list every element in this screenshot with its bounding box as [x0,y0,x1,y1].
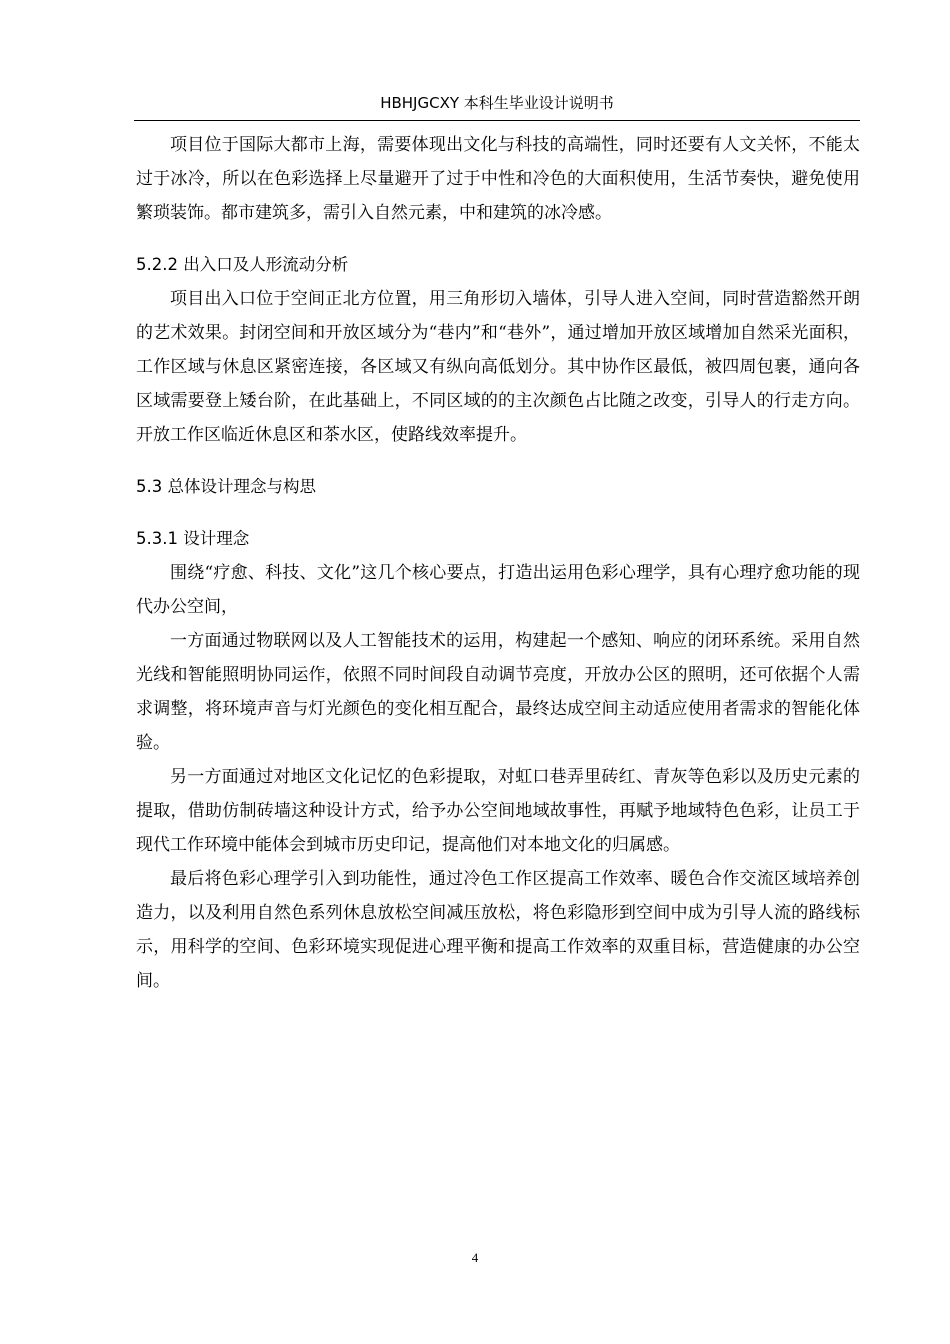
page-number: 4 [471,1250,479,1265]
header-title: HBHJGCXY 本科生毕业设计说明书 [380,94,614,112]
paragraph-intro: 项目位于国际大都市上海，需要体现出文化与科技的高端性，同时还要有人文关怀，不能太过于冰冷，所以在色彩选择上尽量避开了过于中性和冷色的大面积使用，生活节奏快，避免使用繁琐装饰。都市建筑多，需引入自然元素，中和建筑的冰冷感。 [136,135,860,223]
spacer [136,230,860,248]
paragraph-concept-3: 另一方面通过对地区文化记忆的色彩提取，对虹口巷弄里砖红、青灰等色彩以及历史元素的提取，借助仿制砖墙这种设计方式，给予办公空间地域故事性，再赋予地域特色色彩，让员工于现代工作环境中能体会到城市历史印记，提高他们对本地文化的归属感。 [136,767,860,855]
spacer [136,504,860,522]
paragraph-concept-4: 最后将色彩心理学引入到功能性，通过冷色工作区提高工作效率、暖色合作交流区域培养创造力，以及利用自然色系列休息放松空间减压放松，将色彩隐形到空间中成为引导人流的路线标示，用科学的空间、色彩环境实现促进心理平衡和提高工作效率的双重目标，营造健康的办公空间。 [136,869,860,991]
document-body [136,128,860,998]
section-heading-5-3: 5.3 总体设计理念与构思 [136,477,316,496]
paragraph-concept-1: 围绕“疗愈、科技、文化”这几个核心要点，打造出运用色彩心理学，具有心理疗愈功能的现代办公空间， [136,563,860,617]
spacer [136,452,860,470]
paragraph-concept-2: 一方面通过物联网以及人工智能技术的运用，构建起一个感知、响应的闭环系统。采用自然光线和智能照明协同运作，依照不同时间段自动调节亮度，开放办公区的照明，还可依据个人需求调整，将环境声音与灯光颜色的变化相互配合，最终达成空间主动适应使用者需求的智能化体验。 [136,631,860,753]
paragraph-entrance-flow: 项目出入口位于空间正北方位置，用三角形切入墙体，引导人进入空间，同时营造豁然开朗的艺术效果。封闭空间和开放区域分为“巷内”和“巷外”，通过增加开放区域增加自然采光面积，工作区域与休息区紧密连接，各区域又有纵向高低划分。其中协作区最低，被四周包裹，通向各区域需要登上矮台阶，在此基础上，不同区域的的主次颜色占比随之改变，引导人的行走方向。开放工作区临近休息区和茶水区，使路线效率提升。 [136,289,860,445]
section-heading-5-3-1: 5.3.1 设计理念 [136,529,250,548]
page-header [134,92,860,121]
section-heading-5-2-2: 5.2.2 出入口及人形流动分析 [136,255,349,274]
